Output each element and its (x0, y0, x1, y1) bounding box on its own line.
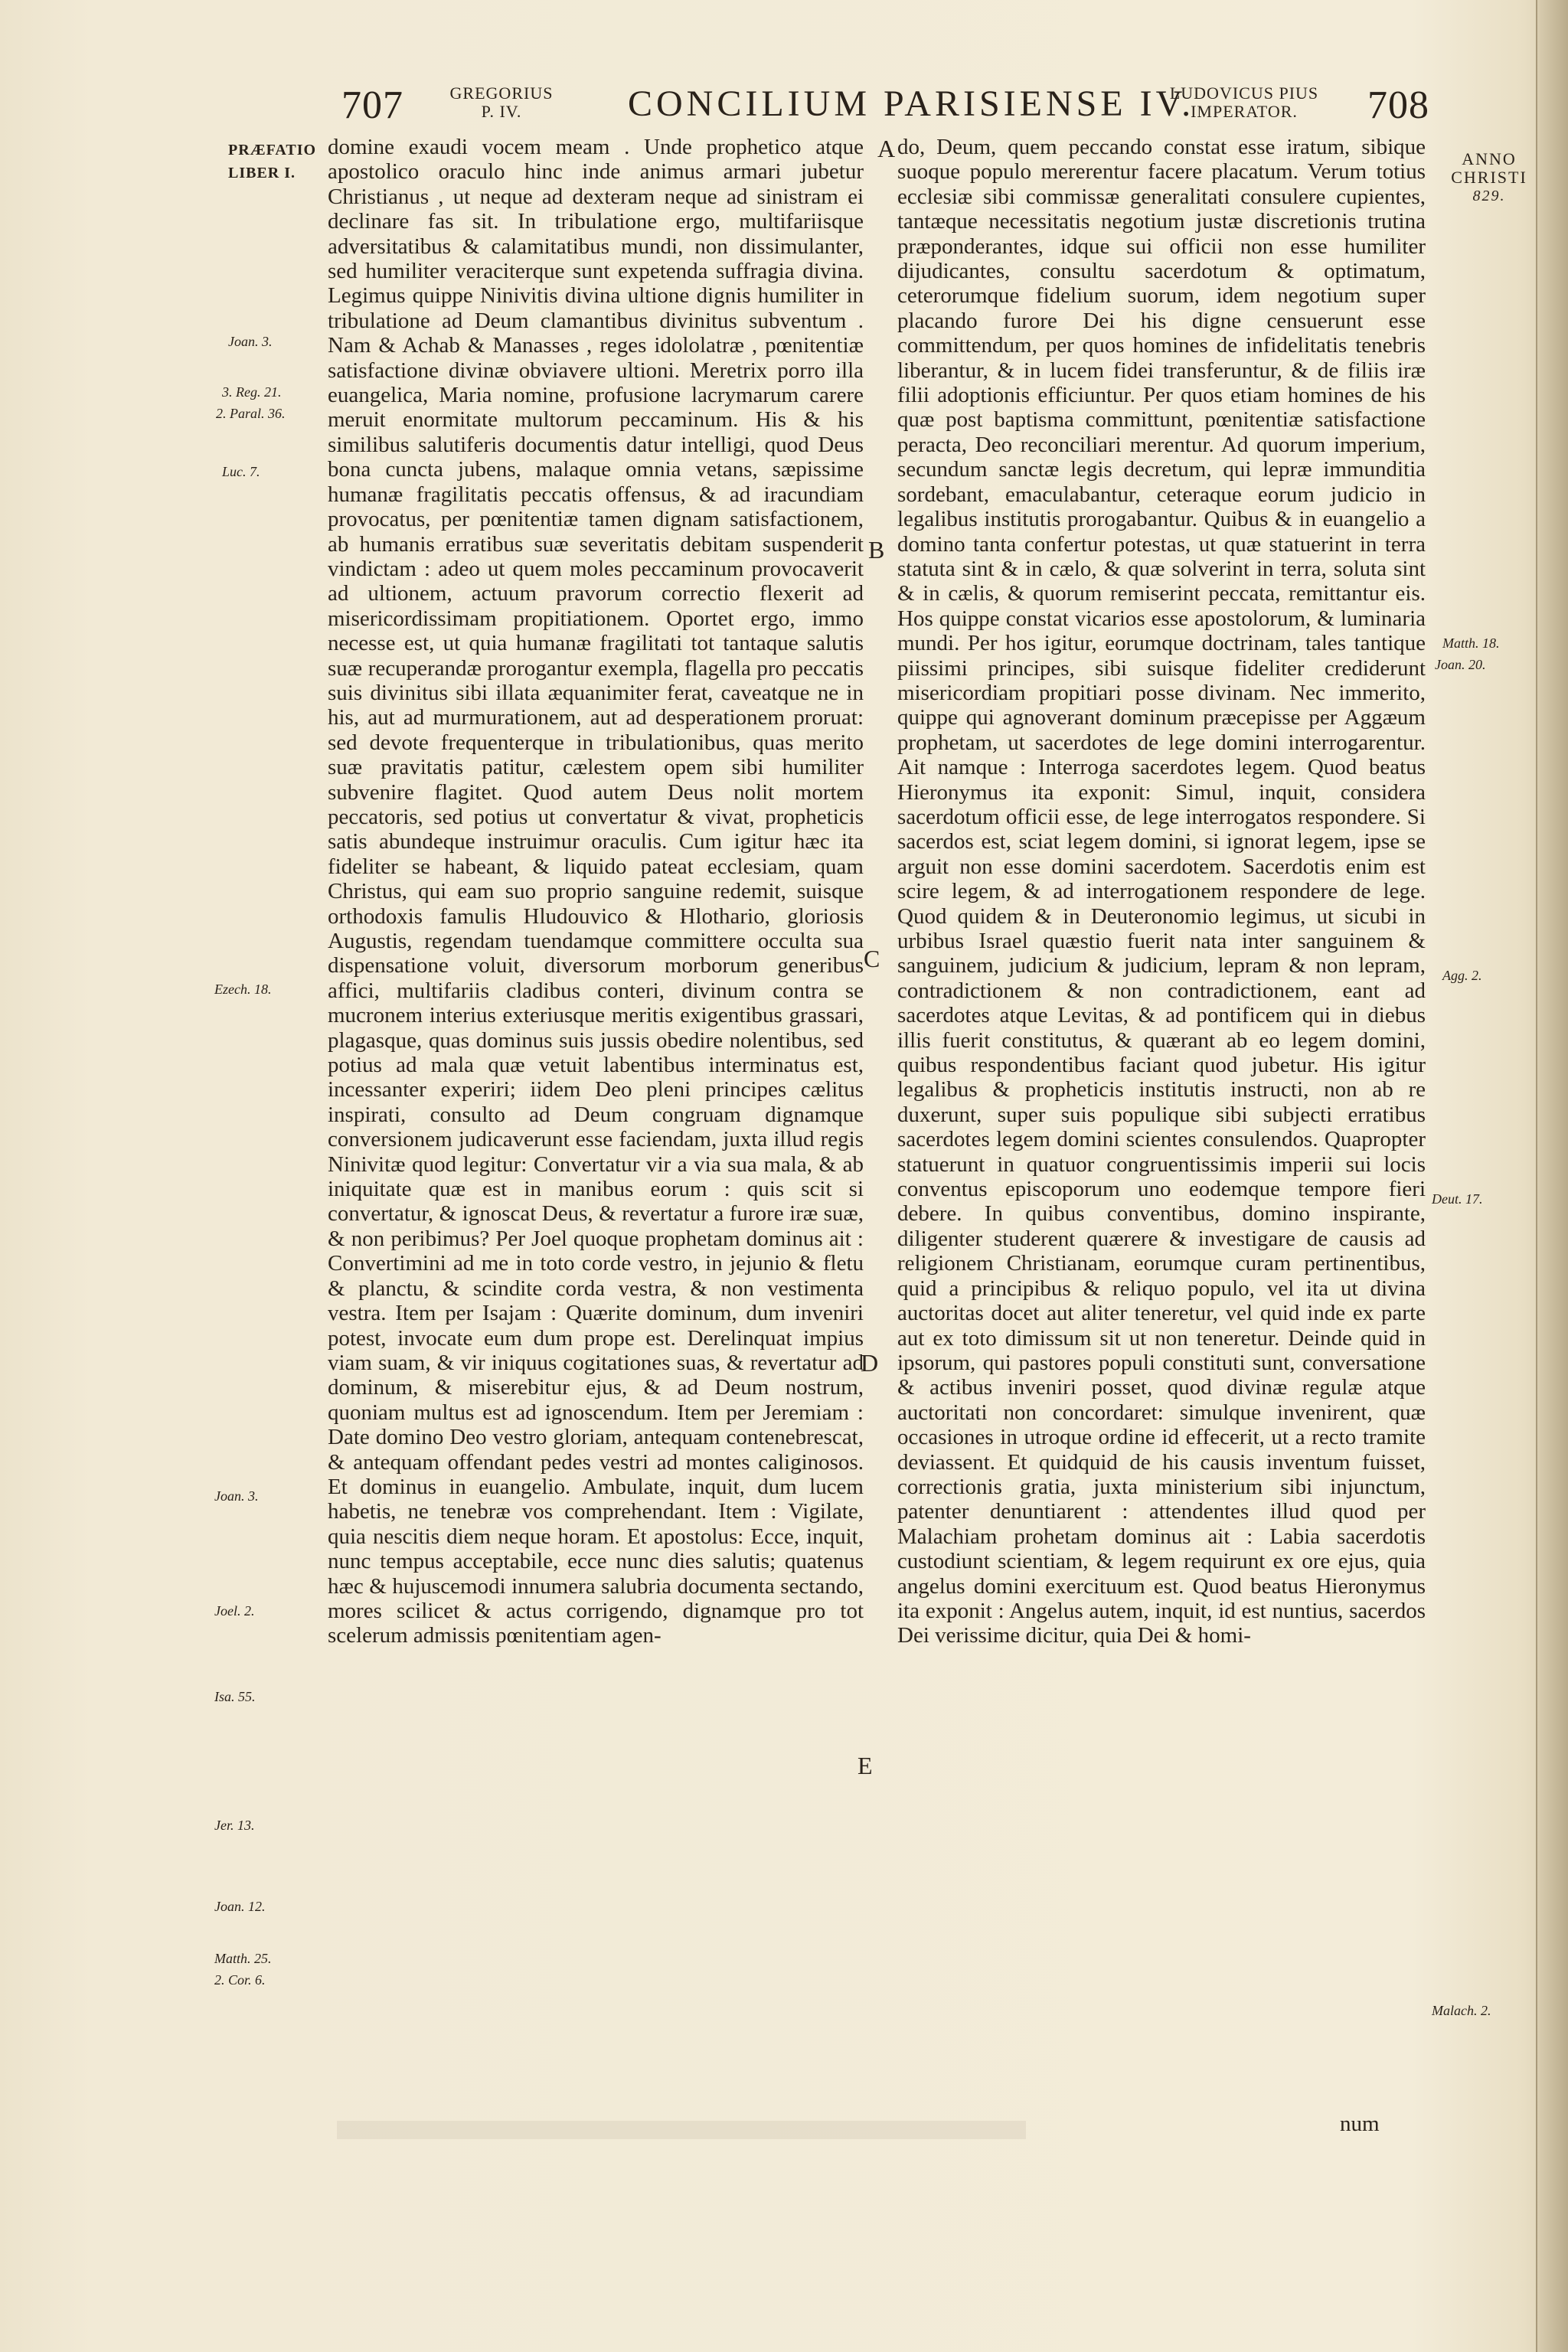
margin-note: Joan. 20. (1435, 657, 1486, 672)
right-column-text: do, Deum, quem peccando constat esse iratum, sibique suoque populo mererentur facere placatum. Verum totius ecclesiæ sibi commissæ generalitati consulere cupientes, tantæque necessitatis negotium justæ discretionis trutina præponderantes, idque sui officii non esse humiliter dijudicantes, consultu sacerdotum & optimatum, ceterorumque fidelium suorum, idem negotium super placando furore Dei his digne censuerunt esse committendum, per quos homines de infidelitatis tenebris liberantur, & in lucem fidei transferuntur, & de filiis iræ filii adoptionis efficiuntur. Per quos etiam homines de his quæ post baptisma committunt, pœnitentiæ satisfactione peracta, Deo reconciliari merentur. Ad quorum imperium, secundum sanctæ legis decretum, qui lepræ immunditia sordebant, emaculabantur, ceteraque eorum judicio in legalibus institutis prorogabantur. Quibus & in euangelio a domino tanta confertur potestas, ut quæ statuerint in terra statuta sint & in cælo, & quæ solverint in terra, soluta sint & in cælis, & quorum remiserint peccata, remittantur eis. Hos quippe constat vicarios esse apostolorum, & luminaria mundi. Per hos igitur, eorumque doctrinam, tales tantique piissimi principes, sibi suisque fideliter crediderunt misericordiam propitiari posse divinam. Nec immerito, quippe qui agnoverant dominum præcepisse per Aggæum prophetam, ut sacerdotes de lege domini interrogarentur. Ait namque : Interroga sacerdotes legem. Quod beatus Hieronymus ita exponit: Simul, inquit, considera sacerdotum officii esse, de lege interrogatos respondere. Si sacerdos est, sciat legem domini, si ignorat legem, ipse se arguit non esse domini sacerdotem. Sacerdotis enim est scire legem, & ad interrogationem respondere de lege. Quod quidem & in Deuteronomio legimus, ut sicubi in urbibus Israel quæstio fuerit nata inter sanguinem & sanguinem, judicium & judicium, lepram & non lepram, contradictionem & non contradictionem, eant ad sacerdotes atque Levitas, & ad pontificem qui in diebus illis fuerit constitutus, & quærant ab eo legem domini, quibus respondentibus faciant quod jubetur. His igitur legalibus & propheticis institutis instructi, non ab re duxerunt, super suis populique sibi subjecti erratibus sacerdotes legem domini scientes consulendos. Quapropter statuerunt in quatuor congruentissimis imperii sui locis conventus episcoporum uno eodemque tempore fieri debere. In quibus conventibus, domino inspirante, diligenter studerent quærere & investigare de causis ad religionem Christianam, eorumque curam pertinentibus, quid a principibus & reliquo populo, vel ita ut divina auctoritas docet aut aliter teneretur, vel quid inde ex parte aut ex toto dimissum sit ut non teneretur. Deinde quid in ipsorum, qui pastores populi constituti sunt, conversatione & actibus inveniri posset, quod divinæ regulæ atque auctoritati non concordaret: simulque invenirent, quæ occasiones in utroque ordine id effecerit, ut a recto tramite deviassent. Et quidquid de his causis inventum fuisset, correctionis gratia, juxta ministerium sibi injunctum, patenter denuntiarent : attendentes illud quod per Malachiam prohetam dominus ait : Labia sacerdotis custodiunt scientiam, & legem requirunt ex ore ejus, quia angelus domini exercituum est. Quod beatus Hieronymus ita exponit : Angelus autem, inquit, id est nuntius, sacerdos Dei verissime dicitur, quia Dei & homi- (897, 135, 1426, 1648)
margin-note: Joan. 3. (214, 1488, 259, 1504)
anno-year: 829. (1472, 188, 1506, 204)
margin-heading-liber: LIBER I. (228, 165, 296, 181)
emperor-running-head (1129, 84, 1359, 121)
pope-name: GREGORIUS (449, 83, 554, 103)
margin-note: Matth. 25. (214, 1951, 272, 1966)
margin-note: 2. Paral. 36. (216, 406, 286, 421)
pope-number: P. IV. (481, 102, 522, 121)
margin-note: Joel. 2. (214, 1603, 255, 1619)
margin-note: Joan. 12. (214, 1899, 266, 1914)
section-letter-b: B (868, 536, 885, 564)
right-page-number: 708 (1367, 83, 1429, 127)
margin-note: 2. Cor. 6. (214, 1972, 266, 1988)
margin-note: Ezech. 18. (214, 982, 272, 997)
right-text-column (897, 135, 1426, 1648)
section-letter-a: A (877, 135, 896, 162)
margin-note: Agg. 2. (1442, 968, 1482, 983)
anno-christi-marker (1439, 150, 1539, 205)
section-letter-d: D (861, 1349, 879, 1377)
margin-note: Luc. 7. (222, 464, 260, 479)
margin-note: Deut. 17. (1432, 1191, 1483, 1207)
left-text-column (328, 135, 864, 1648)
left-page-number: 707 (341, 83, 403, 127)
page-bleed-through (337, 2121, 1026, 2139)
christi-label: CHRISTI (1451, 168, 1527, 187)
emperor-title: IMPERATOR. (1191, 102, 1298, 121)
page-binding-edge (1536, 0, 1568, 2352)
margin-note: Jer. 13. (214, 1818, 255, 1833)
section-letter-c: C (864, 945, 880, 972)
anno-label: ANNO (1462, 149, 1517, 168)
left-column-text: domine exaudi vocem meam . Unde prophetico atque apostolico oraculo hinc inde animus armari jubetur Christianus , ut neque ad dexteram neque ad sinistram ei declinare fas sit. In tribulatione ergo, multifariisque adversitatibus & calamitatibus mundi, non dissimulanter, sed humiliter veraciterque sunt expetenda suffragia divina. Legimus quippe Ninivitis divina ultione dignis humiliter in tribulatione ad Deum clamantibus divinitus subventum . Nam & Achab & Manasses , reges idololatræ , pœnitentiæ satisfactione divinæ obviavere ultioni. Meretrix porro illa euangelica, Maria nomine, profusione lacrymarum carere meruit enormitate multorum peccaminum. His & his similibus salutiferis documentis datur intelligi, quod Deus bona cuncta jubens, malaque omnia vetans, sæpissime humanæ fragilitatis peccatis offensus, & ad iracundiam provocatus, per pœnitentiæ tamen dignam satisfactionem, ab humanis erratibus suæ severitatis debitam suspenderit vindictam : adeo ut quem moles peccaminum provocaverit ad ultionem, actuum pravorum correctio flexerit ad misericordissimam propitiationem. Oportet ergo, immo necesse est, ut quia humanæ fragilitati tot tantaque salutis suæ recuperandæ prorogantur exempla, flagella pro peccatis suis divinitus sibi illata æquanimiter ferat, caveatque ne in his, aut ad murmurationem, aut ad desperationem proruat: sed devote frequenterque in tribulationibus, quas merito suæ pravitatis patitur, cælestem opem sibi humiliter subvenire flagitet. Quod autem Deus nolit mortem peccatoris, sed potius ut convertatur & vivat, propheticis satis abundeque instruimur oraculis. Cum igitur hæc ita fideliter se habeant, & liquido pateat ecclesiam, quam Christus, qui eam suo proprio sanguine redemit, suisque orthodoxis famulis Hludouvico & Hlothario, gloriosis Augustis, regendam tuendamque committere occulta sua dispensatione voluit, diversorum morborum generibus affici, multifariis cladibus conteri, divinum contra se mucronem interius exteriusque meritis exigentibus grassari, plagasque, quas dominus suis jussis obedire nolentibus, sed potius ad mala quæ vetuit labentibus interminatus est, incessanter experiri; iidem Deo pleni principes cælitus inspirati, consulto ad Deum congruam dignamque conversionem judicaverunt esse faciendam, juxta illud regis Ninivitæ quod legitur: Convertatur vir a via sua mala, & ab iniquitate quæ est in manibus eorum : quis scit si convertatur, & ignoscat Deus, & revertatur a furore iræ suæ, & non peribimus? Per Joel quoque prophetam dominus ait : Convertimini ad me in toto corde vestro, in jejunio & fletu & planctu, & scindite corda vestra, & non vestimenta vestra. Item per Isajam : Quærite dominum, dum inveniri potest, invocate eum dum prope est. Derelinquat impius viam suam, & vir iniquus cogitationes suas, & revertatur ad dominum, & miserebitur ejus, & ad Deum nostrum, quoniam multus est ad ignoscendum. Item per Jeremiam : Date domino Deo vestro gloriam, antequam contenebrescat, & antequam offendant pedes vestri ad montes caliginosos. Et dominus in euangelio. Ambulate, inquit, dum lucem habetis, ne tenebræ vos comprehendant. Item : Vigilate, quia nescitis diem neque horam. Et apostolus: Ecce, inquit, nunc tempus acceptabile, ecce nunc dies salutis; quatenus hæc & hujuscemodi innumera salubria documenta sectando, mores scilicet & actus corrigendo, dignamque pro tot scelerum admissis pœnitentiam agen- (328, 135, 864, 1648)
page-title: CONCILIUM PARISIENSE IV. (628, 83, 1195, 124)
margin-note: Malach. 2. (1432, 2003, 1491, 2018)
pope-running-head (444, 84, 559, 121)
margin-note: 3. Reg. 21. (222, 384, 282, 400)
margin-note: Matth. 18. (1442, 635, 1500, 651)
margin-heading-praefatio: PRÆFATIO (228, 142, 317, 158)
catchword: num (1340, 2112, 1380, 2136)
margin-note: Isa. 55. (214, 1689, 256, 1704)
margin-note: Joan. 3. (228, 334, 273, 349)
emperor-name: LUDOVICUS PIUS (1169, 83, 1319, 103)
section-letter-e: E (858, 1752, 873, 1779)
